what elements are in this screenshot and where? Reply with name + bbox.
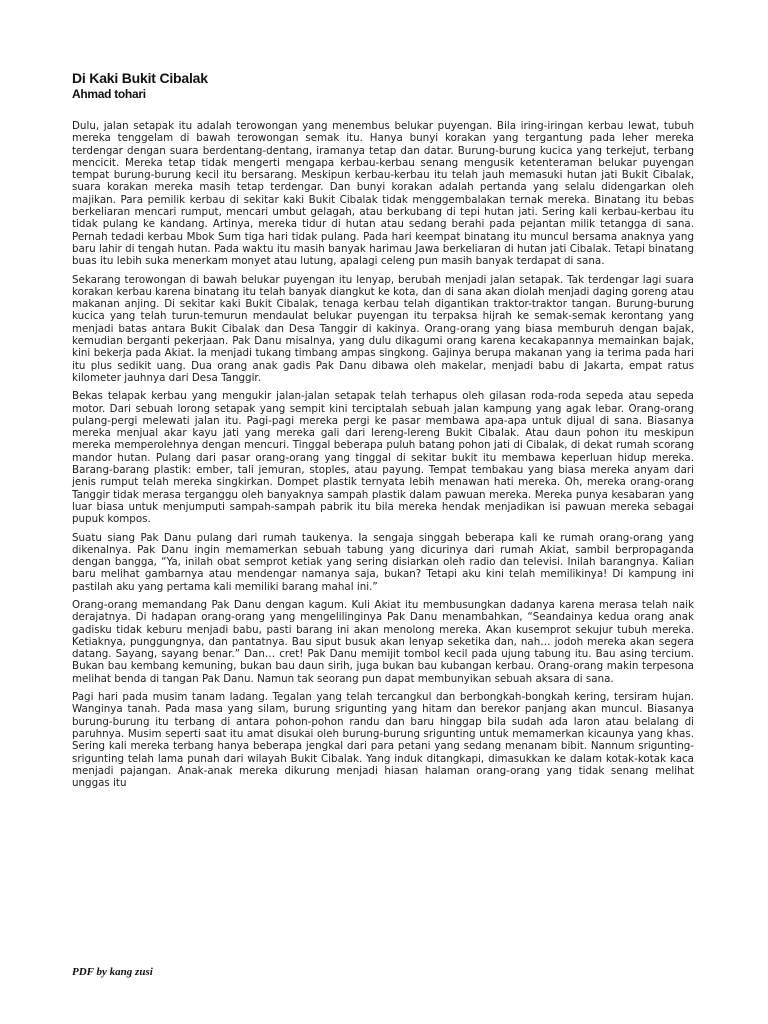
paragraph: Pagi hari pada musim tanam ladang. Tegalan yang telah tercangkul dan berbongkah-bongkah kering, tersiram hujan. Wanginya tanah. Pada masa yang silam, burung srigunting yang hitam dan berekor panjang akan muncul. Biasanya burung-burung itu terbang di antara pohon-pohon randu dan baru hinggap bila sudah ada laron atau belalang di paruhnya. Musim seperti saat itu amat disukai oleh burung-burung srigunting untuk memamerkan kicaunya yang khas. Sering kali mereka terbang hanya beberapa jengkal dari para petani yang sedang menanam bibit. Nannum srigunting-srigunting telah lama punah dari wilayah Bukit Cibalak. Yang induk ditangkapi, dimasukkan ke dalam kotak-kotak kaca menjadi pajangan. Anak-anak mereka dikurung menjadi hiasan halaman orang-orang yang tidak senang melihat unggas itu [72,691,694,790]
story-author: Ahmad tohari [72,87,146,101]
document-header [72,70,692,102]
paragraph: Bekas telapak kerbau yang mengukir jalan-jalan setapak telah terhapus oleh gilasan roda-roda sepeda atau sepeda motor. Dari sebuah lorong setapak yang sempit kini terciptalah sebuah jalan kampung yang agak lebar. Orang-orang pulang-pergi melewati jalan itu. Pagi-pagi mereka pergi ke pasar membawa apa-apa untuk dijual di sana. Biasanya mereka menjual akar kayu jati yang mereka gali dari lereng-lereng Bukit Cibalak. Atau daun pohon itu meskipun mereka memperolehnya dengan mencuri. Tinggal beberapa puluh batang pohon jati di Cibalak, di dekat rumah scorang mandor hutan. Pulang dari pasar orang-orang yang tinggal di sekitar bukit itu membawa keperluan hidup mereka. Barang-barang plastik: ember, tali jemuran, stoples, atau payung. Tempat tembakau yang biasa mereka anyam dari jenis rumput telah mereka singkirkan. Dompet plastik ternyata lebih menawan hati mereka. Oh, mereka orang-orang Tanggir tidak merasa terganggu oleh banyaknya sampah plastik dalam pawuan mereka. Mereka punya kesabaran yang luar biasa untuk menjumputi sampah-sampah pabrik itu bila mereka hendak menjadikan isi pawuan mereka sebagai pupuk kompos. [72,390,694,526]
paragraph: Sekarang terowongan di bawah belukar puyengan itu lenyap, berubah menjadi jalan setapak. Tak terdengar lagi suara korakan kerbau karena binatang itu telah banyak diangkut ke kota, dan di sana akan diolah menjadi daging goreng atau makanan anjing. Di sekitar kaki Bukit Cibalak, tenaga kerbau telah digantikan traktor-traktor tangan. Burung-burung kucica yang telah turun-temurun mendaulat belukar puyengan itu terpaksa hijrah ke semak-semak kerontang yang menjadi batas antara Bukit Cibalak dan Desa Tanggir di kakinya. Orang-orang yang biasa memburuh dengan bajak, kemudian berganti pekerjaan. Pak Danu misalnya, yang dulu dikagumi orang karena kecakapannya memainkan bajak, kini bekerja pada Akiat. Ia menjadi tukang timbang ampas singkong. Gajinya berupa makanan yang ia terima pada hari itu plus sedikit uang. Dua orang anak gadis Pak Danu dibawa oleh makelar, menjadi babu di Jakarta, empat ratus kilometer jauhnya dari Desa Tanggir. [72,273,694,384]
paragraph: Suatu siang Pak Danu pulang dari rumah taukenya. Ia sengaja singgah beberapa kali ke rumah orang-orang yang dikenalnya. Pak Danu ingin memamerkan sebuah tabung yang dicurinya dari rumah Akiat, sambil berpropaganda dengan bangga, “Ya, inilah obat semprot ketiak yang sering disiarkan oleh radio dan televisi. Inilah barangnya. Kalian baru melihat gambarnya atau mendengar namanya saja, bukan? Tetapi aku kini telah memilikinya! Di kampung ini pastilah aku yang pertama kali memiliki barang mahal ini.” [72,531,694,593]
paragraph: Orang-orang memandang Pak Danu dengan kagum. Kuli Akiat itu membusungkan dadanya karena merasa telah naik derajatnya. Di hadapan orang-orang yang mengelilinginya Pak Danu menambahkan, “Seandainya kedua orang anak gadisku tidak keburu menjadi babu, pasti barang ini akan menolong mereka. Akan kusemprot sekujur tubuh mereka. Ketiaknya, punggungnya, dan pantatnya. Bau siput busuk akan lenyap seketika dan, nah… jodoh mereka akan segera datang. Sayang, sayang benar.” Dan… cret! Pak Danu memijit tombol kecil pada ujung tabung itu. Bau asing tercium. Bukan bau kembang kemuning, bukan bau daun sirih, juga bukan bau kubangan kerbau. Orang-orang makin terpesona melihat benda di tangan Pak Danu. Namun tak seorang pun dapat membunyikan sebuah aksara di sana. [72,598,694,685]
story-body [72,120,694,795]
paragraph: Dulu, jalan setapak itu adalah terowongan yang menembus belukar puyengan. Bila iring-iringan kerbau lewat, tubuh mereka tenggelam di bawah terowongan semak itu. Hanya bunyi korakan yang tergantung pada leher mereka terdengar dengan suara berdentang-dentang, iramanya tetap dan datar. Burung-burung kucica yang terkejut, terbang mencicit. Mereka tetap tidak mengerti mengapa kerbau-kerbau senang mengusik ketenteraman belukar puyengan tempat burung-burung kecil itu bersarang. Meskipun kerbau-kerbau itu telah jauh memasuki hutan jati Bukit Cibalak, suara korakan mereka masih tetap terdengar. Dan bunyi korakan adalah pertanda yang selalu didengarkan oleh majikan. Para pemilik kerbau di sekitar kaki Bukit Cibalak tidak menggembalakan ternak mereka. Binatang itu bebas berkeliaran mencari rumput, mencari umbut gelagah, atau berkubang di tepi hutan jati. Sering kali kerbau-kerbau itu tidak pulang ke kandang. Artinya, mereka tidur di hutan atau sedang berahi pada pejantan milik tetangga di sana. Pernah tedadi kerbau Mbok Sum tiga hari tidak pulang. Pada hari keempat binatang itu muncul bersama anaknya yang baru lahir di tengah hutan. Pada waktu itu masih banyak harimau Jawa berkeliaran di hutan jati Cibalak. Tetapi binatang buas itu lebih suka menerkam monyet atau lutung, apalagi celeng pun masih banyak terdapat di sana. [72,120,694,268]
page-footer: PDF by kang zusi [72,966,153,978]
story-title: Di Kaki Bukit Cibalak [72,70,208,86]
